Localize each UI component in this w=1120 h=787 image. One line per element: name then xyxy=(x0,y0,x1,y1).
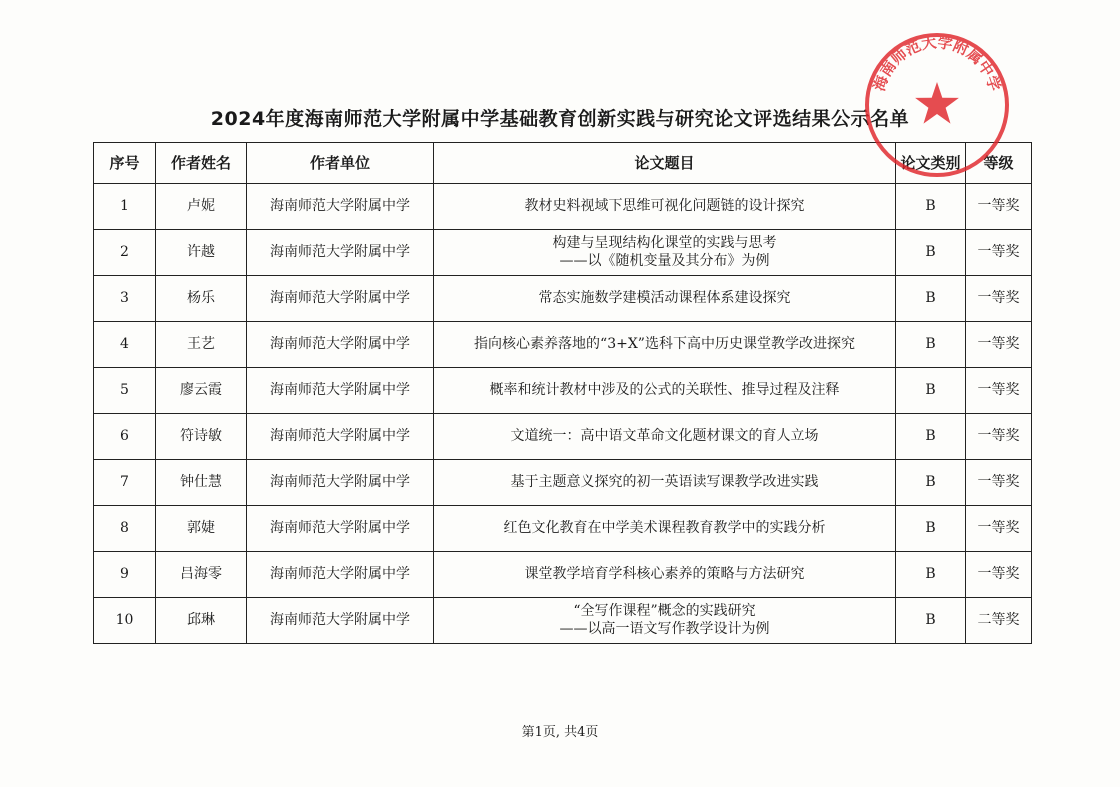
row-number: 7 xyxy=(94,460,156,506)
seal-text: 海南师范大学附属中学 xyxy=(870,33,1004,94)
award-grade: 一等奖 xyxy=(966,184,1032,230)
paper-title: “全写作课程”概念的实践研究 xyxy=(573,603,756,619)
paper-title-cell xyxy=(434,598,896,644)
row-number: 8 xyxy=(94,506,156,552)
row-number: 9 xyxy=(94,552,156,598)
author-unit: 海南师范大学附属中学 xyxy=(247,230,434,276)
author-name: 杨乐 xyxy=(156,276,247,322)
table-row xyxy=(94,506,1032,552)
author-unit: 海南师范大学附属中学 xyxy=(247,276,434,322)
paper-category: B xyxy=(896,552,966,598)
author-name: 许越 xyxy=(156,230,247,276)
paper-title: 教材史料视域下思维可视化问题链的设计探究 xyxy=(524,197,805,214)
header-grade: 等级 xyxy=(966,143,1032,184)
page-footer: 第1页, 共4页 xyxy=(521,725,599,740)
award-grade: 二等奖 xyxy=(966,598,1032,644)
author-unit: 海南师范大学附属中学 xyxy=(247,598,434,644)
award-grade: 一等奖 xyxy=(966,460,1032,506)
author-unit: 海南师范大学附属中学 xyxy=(247,552,434,598)
paper-title-cell xyxy=(434,230,896,276)
results-table xyxy=(93,142,1032,644)
row-number: 10 xyxy=(94,598,156,644)
author-name: 邱琳 xyxy=(156,598,247,644)
paper-title: 文道统一：高中语文革命文化题材课文的育人立场 xyxy=(510,427,819,444)
paper-subtitle: ——以《随机变量及其分布》为例 xyxy=(559,252,770,269)
table-row xyxy=(94,184,1032,230)
table-row xyxy=(94,460,1032,506)
row-number: 6 xyxy=(94,414,156,460)
table-row xyxy=(94,276,1032,322)
paper-title-cell xyxy=(434,414,896,460)
row-number: 1 xyxy=(94,184,156,230)
paper-title: 红色文化教育在中学美术课程教育教学中的实践分析 xyxy=(503,519,826,536)
row-number: 4 xyxy=(94,322,156,368)
paper-category: B xyxy=(896,414,966,460)
author-name: 吕海零 xyxy=(156,552,247,598)
paper-category: B xyxy=(896,506,966,552)
award-grade: 一等奖 xyxy=(966,552,1032,598)
author-name: 郭婕 xyxy=(156,506,247,552)
paper-category: B xyxy=(896,368,966,414)
table-row xyxy=(94,414,1032,460)
row-number: 3 xyxy=(94,276,156,322)
award-grade: 一等奖 xyxy=(966,276,1032,322)
paper-title: 构建与呈现结构化课堂的实践与思考 xyxy=(552,235,777,251)
author-unit: 海南师范大学附属中学 xyxy=(247,184,434,230)
paper-category: B xyxy=(896,322,966,368)
paper-category: B xyxy=(896,230,966,276)
row-number: 5 xyxy=(94,368,156,414)
paper-title: 基于主题意义探究的初一英语读写课教学改进实践 xyxy=(510,473,819,490)
header-no: 序号 xyxy=(94,143,156,184)
table-row xyxy=(94,322,1032,368)
paper-title-cell xyxy=(434,368,896,414)
paper-subtitle: ——以高一语文写作教学设计为例 xyxy=(559,620,770,637)
author-unit: 海南师范大学附属中学 xyxy=(247,368,434,414)
award-grade: 一等奖 xyxy=(966,230,1032,276)
table-row xyxy=(94,598,1032,644)
paper-title: 课堂教学培育学科核心素养的策略与方法研究 xyxy=(524,565,805,582)
table-row xyxy=(94,368,1032,414)
paper-title-cell xyxy=(434,552,896,598)
author-unit: 海南师范大学附属中学 xyxy=(247,506,434,552)
header-name: 作者姓名 xyxy=(156,143,247,184)
row-number: 2 xyxy=(94,230,156,276)
table-row xyxy=(94,552,1032,598)
author-name: 王艺 xyxy=(156,322,247,368)
author-name: 符诗敏 xyxy=(156,414,247,460)
award-grade: 一等奖 xyxy=(966,322,1032,368)
author-unit: 海南师范大学附属中学 xyxy=(247,460,434,506)
author-unit: 海南师范大学附属中学 xyxy=(247,322,434,368)
table-row xyxy=(94,230,1032,276)
paper-title-cell xyxy=(434,506,896,552)
paper-category: B xyxy=(896,460,966,506)
author-name: 廖云霞 xyxy=(156,368,247,414)
author-unit: 海南师范大学附属中学 xyxy=(247,414,434,460)
paper-title-cell xyxy=(434,276,896,322)
paper-title: 常态实施数学建模活动课程体系建设探究 xyxy=(538,289,791,306)
paper-title: 概率和统计教材中涉及的公式的关联性、推导过程及注释 xyxy=(489,381,840,398)
header-title: 论文题目 xyxy=(434,143,896,184)
award-grade: 一等奖 xyxy=(966,414,1032,460)
paper-category: B xyxy=(896,184,966,230)
paper-title: 指向核心素养落地的“3+X”选科下高中历史课堂教学改进探究 xyxy=(474,335,855,352)
paper-category: B xyxy=(896,598,966,644)
paper-title-cell xyxy=(434,460,896,506)
paper-title-cell xyxy=(434,322,896,368)
author-name: 卢妮 xyxy=(156,184,247,230)
paper-title-cell xyxy=(434,184,896,230)
author-name: 钟仕慧 xyxy=(156,460,247,506)
header-unit: 作者单位 xyxy=(247,143,434,184)
award-grade: 一等奖 xyxy=(966,506,1032,552)
paper-category: B xyxy=(896,276,966,322)
header-category: 论文类别 xyxy=(896,143,966,184)
award-grade: 一等奖 xyxy=(966,368,1032,414)
table-header-row xyxy=(94,143,1032,184)
document-title: 2024年度海南师范大学附属中学基础教育创新实践与研究论文评选结果公示名单 xyxy=(210,108,910,130)
